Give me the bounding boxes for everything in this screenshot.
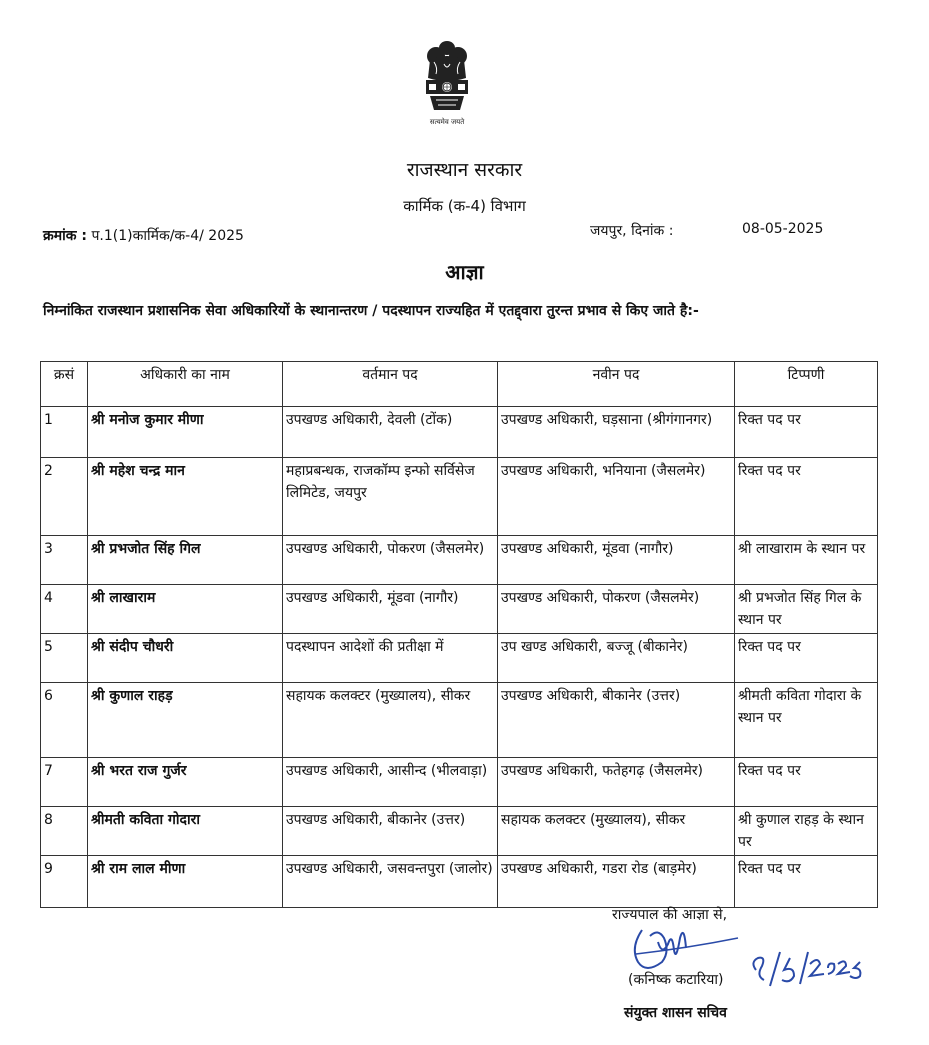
row-officer-name: श्री राम लाल मीणा [88,856,283,908]
row-current-post: सहायक कलक्टर (मुख्यालय), सीकर [283,683,498,758]
row-sno: 6 [41,683,88,758]
row-officer-name: श्री महेश चन्द्र मान [88,458,283,536]
row-new-post: उपखण्ड अधिकारी, गडरा रोड (बाड़मेर) [498,856,735,908]
row-remark: श्री प्रभजोत सिंह गिल के स्थान पर [735,585,878,634]
row-sno: 9 [41,856,88,908]
row-new-post: उपखण्ड अधिकारी, मूंडवा (नागौर) [498,536,735,585]
order-intro: निम्नांकित राजस्थान प्रशासनिक सेवा अधिकारियों के स्थानान्तरण / पदस्थापन राज्यहित में एतद्द्वारा तुरन्त प्रभाव से किए जाते है:- [43,303,699,319]
table-row [41,634,878,683]
row-remark: श्री कुणाल राहड़ के स्थान पर [735,807,878,856]
row-new-post: उपखण्ड अधिकारी, बीकानेर (उत्तर) [498,683,735,758]
row-officer-name: श्री कुणाल राहड़ [88,683,283,758]
emblem-motto: सत्यमेव जयते [429,118,465,126]
row-officer-name: श्री भरत राज गुर्जर [88,758,283,807]
government-title: राजस्थान सरकार [406,159,523,181]
header-officer-name: अधिकारी का नाम [88,362,283,407]
header-new-post: नवीन पद [498,362,735,407]
row-remark: रिक्त पद पर [735,634,878,683]
table-row [41,856,878,908]
row-new-post: उपखण्ड अधिकारी, पोकरण (जैसलमेर) [498,585,735,634]
signatory-name: (कनिष्क कटारिया) [628,972,724,988]
row-new-post: उप खण्ड अधिकारी, बज्जू (बीकानेर) [498,634,735,683]
table-row [41,807,878,856]
row-new-post: सहायक कलक्टर (मुख्यालय), सीकर [498,807,735,856]
row-current-post: पदस्थापन आदेशों की प्रतीक्षा में [283,634,498,683]
row-sno: 4 [41,585,88,634]
table-row [41,536,878,585]
row-sno: 2 [41,458,88,536]
table-row [41,758,878,807]
row-sno: 5 [41,634,88,683]
row-officer-name: श्री संदीप चौधरी [88,634,283,683]
order-number-value: प.1(1)कार्मिक/क-4/ 2025 [91,228,244,244]
row-remark: रिक्त पद पर [735,856,878,908]
order-number [43,226,244,245]
table-row [41,683,878,758]
row-sno: 1 [41,407,88,458]
row-remark: रिक्त पद पर [735,407,878,458]
row-new-post: उपखण्ड अधिकारी, भनियाना (जैसलमेर) [498,458,735,536]
row-current-post: उपखण्ड अधिकारी, बीकानेर (उत्तर) [283,807,498,856]
header-sno: क्रसं [41,362,88,407]
row-remark: श्रीमती कविता गोदारा के स्थान पर [735,683,878,758]
transfer-table [40,361,878,908]
row-current-post: उपखण्ड अधिकारी, मूंडवा (नागौर) [283,585,498,634]
order-date: 08-05-2025 [742,221,824,237]
order-heading: आज्ञा [445,260,484,284]
table-row [41,585,878,634]
row-remark: श्री लाखाराम के स्थान पर [735,536,878,585]
table-header-row [41,362,878,407]
table-row [41,407,878,458]
row-sno: 7 [41,758,88,807]
row-sno: 3 [41,536,88,585]
signatory-designation: संयुक्त शासन सचिव [624,1005,727,1021]
row-current-post: महाप्रबन्धक, राजकॉम्प इन्फो सर्विसेज लिमिटेड, जयपुर [283,458,498,536]
row-current-post: उपखण्ड अधिकारी, देवली (टोंक) [283,407,498,458]
row-sno: 8 [41,807,88,856]
row-new-post: उपखण्ड अधिकारी, घड़साना (श्रीगंगानगर) [498,407,735,458]
row-officer-name: श्री प्रभजोत सिंह गिल [88,536,283,585]
header-current-post: वर्तमान पद [283,362,498,407]
row-current-post: उपखण्ड अधिकारी, आसीन्द (भीलवाड़ा) [283,758,498,807]
state-emblem-icon [416,38,478,116]
row-current-post: उपखण्ड अधिकारी, पोकरण (जैसलमेर) [283,536,498,585]
row-new-post: उपखण्ड अधिकारी, फतेहगढ़ (जैसलमेर) [498,758,735,807]
department-title: कार्मिक (क-4) विभाग [403,197,526,215]
state-emblem [416,38,478,128]
table-row [41,458,878,536]
governor-order-line: राज्यपाल की आज्ञा से, [612,907,728,923]
row-remark: रिक्त पद पर [735,458,878,536]
row-officer-name: श्री मनोज कुमार मीणा [88,407,283,458]
row-officer-name: श्री लाखाराम [88,585,283,634]
row-current-post: उपखण्ड अधिकारी, जसवन्तपुरा (जालोर) [283,856,498,908]
row-officer-name: श्रीमती कविता गोदारा [88,807,283,856]
place-date-label: जयपुर, दिनांक : [590,223,674,239]
order-number-label: क्रमांक : [43,228,87,244]
header-remark: टिप्पणी [735,362,878,407]
row-remark: रिक्त पद पर [735,758,878,807]
